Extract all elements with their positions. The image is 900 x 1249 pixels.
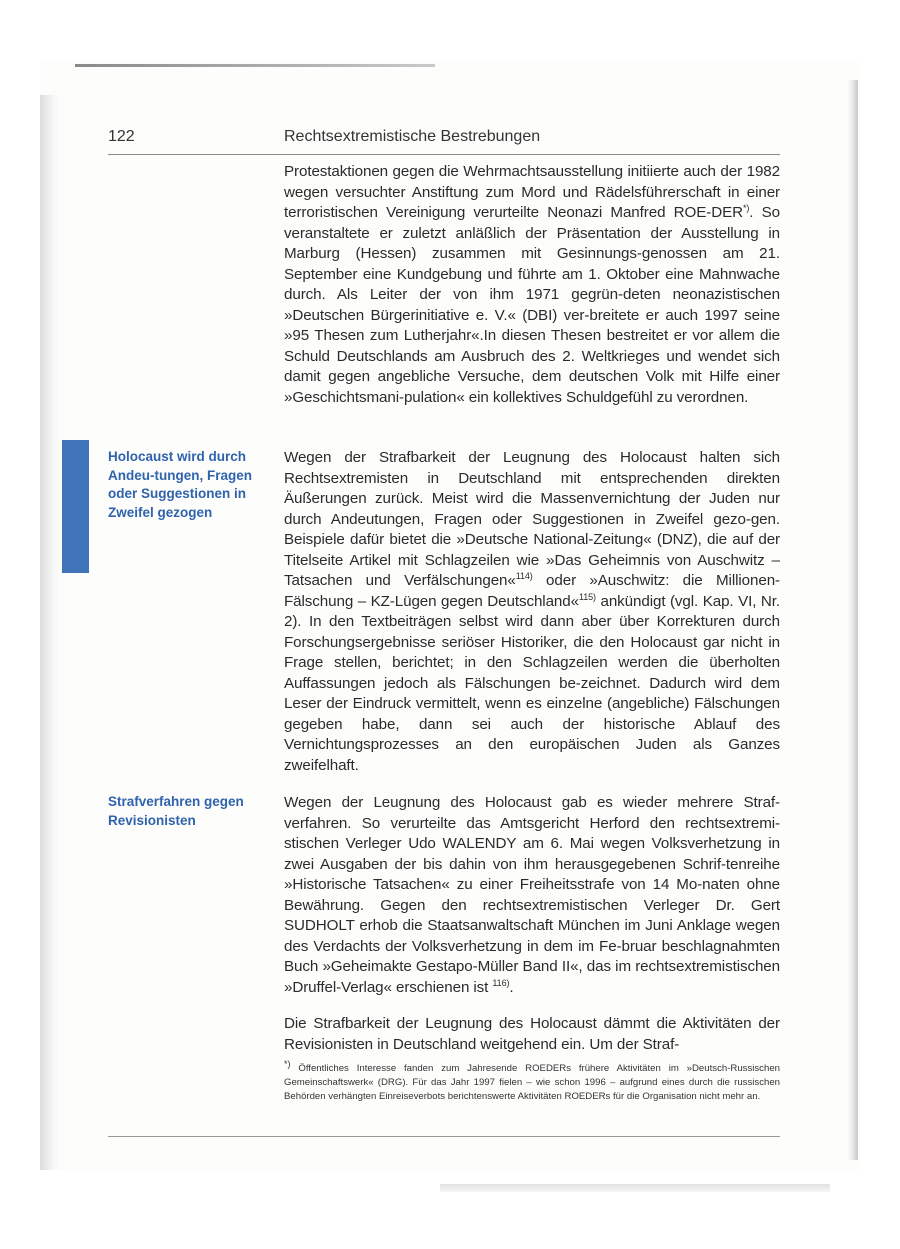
scan-shadow-left: [40, 95, 60, 1170]
margin-note-strafverfahren: Strafverfahren gegen Revisionisten: [108, 794, 244, 828]
footnote-ref-116: 116): [492, 977, 510, 988]
section-marker-bar: [62, 440, 89, 573]
paragraph-3-text-end: .: [509, 978, 514, 996]
footnote-ref-115: 115): [578, 591, 596, 602]
paragraph-4-text: Die Strafbarkeit der Leugnung des Holocaust dämmt die Aktivitäten der Revisionisten in Deutschland weitgehend ein. Um der Straf-: [284, 1015, 780, 1053]
paragraph-2-part-1: Wegen der Strafbarkeit der Leugnung des Holocaust halten sich Rechtsextremisten in Deutschland mit entsprechenden direkten Äußerungen zurück. Meist wird die Massenvernichtung der Juden nur durch Andeutungen, Fragen oder Suggestionen in Zweifel gezo-gen. Beispiele dafür bietet die »Deutsche National-Zeitung« (DNZ), die auf der Titelseite Artikel mit Schlagzeilen wie »Das Geheimnis von Auschwitz – Tatsachen und Verfälschungen«: [284, 449, 780, 589]
paragraph-1-text: Protestaktionen gegen die Wehrmachtsausstellung initiierte auch der 1982 wegen versuchter Anstiftung zum Mord und Rädelsführerschaft in einer terroristischen Vereinigung verurteilte Neonazi Manfred ROE-DER: [284, 163, 780, 221]
paragraph-3: [284, 793, 780, 998]
running-title: Rechtsextremistische Bestrebungen: [284, 128, 541, 145]
paragraph-4: [284, 1014, 780, 1055]
paragraph-2-part-2: oder »Auschwitz: die Millionen-Fälschung – KZ-Lügen gegen Deutschland«: [284, 572, 780, 610]
footnote-ref-star: *): [742, 202, 750, 213]
paragraph-1: [284, 162, 780, 408]
footnote: [284, 1058, 780, 1103]
paragraph-3-text: Wegen der Leugnung des Holocaust gab es wieder mehrere Straf-verfahren. So verurteilte das Amtsgericht Herford den rechtsextremi-stischen Verleger Udo WALENDY am 6. Mai wegen Volksverhetzung in zwei Ausgaben der bis dahin von ihm herausgegebenen Schrif-tenreihe »Historische Tatsachen« zu einer Freiheitsstrafe von 14 Mo-naten ohne Bewährung. Gegen den rechtsextremistischen Verleger Dr. Gert SUDHOLT erhob die Staatsanwaltschaft München im Juni Anklage wegen des Verdachts der Volksverhetzung in dem im Fe-bruar beschlagnahmten Buch »Geheimakte Gestapo-Müller Band II«, das im rechtsextremistischen »Druffel-Verlag« erschienen ist: [284, 794, 780, 996]
scan-shadow-bottom: [440, 1184, 830, 1192]
top-edge-rule: [75, 64, 435, 67]
margin-note-holocaust: Holocaust wird durch Andeu-tungen, Fragen oder Suggestionen in Zweifel gezogen: [108, 449, 252, 520]
footnote-ref-114: 114): [515, 570, 533, 581]
footer-rule: [108, 1136, 780, 1137]
footnote-marker: *): [284, 1058, 291, 1069]
paragraph-2-part-3: ankündigt (vgl. Kap. VI, Nr. 2). In den Textbeiträgen selbst wird dann aber über Korrekturen durch Forschungsergebnisse seriöser Historiker, die den Holocaust gar nicht in Frage stellen, berichtet; in den Schlagzeilen werden die überholten Auffassungen jedoch als Fälschungen be-zeichnet. Dadurch wird dem Leser der Eindruck vermittelt, wenn es einzelne (angebliche) Fälschungen gegeben habe, dann sei auch der historische Ablauf des Vernichtungsprozesses an den europäischen Juden als Ganzes zweifelhaft.: [284, 592, 780, 774]
page-number: 122: [108, 128, 135, 145]
scan-shadow-right: [848, 80, 858, 1160]
paragraph-1-text-cont: . So veranstaltete er zuletzt anläßlich der Präsentation der Ausstellung in Marburg (Hessen) zusammen mit Gesinnungs-genossen am 21. September eine Kundgebung und führte am 1. Oktober eine Mahnwache durch. Als Leiter der von ihm 1971 gegrün-deten neonazistischen »Deutschen Bürgerinitiative e. V.« (DBI) ver-breitete er auch 1997 seine »95 Thesen zum Lutherjahr«.In diesen Thesen bestreitet er vor allem die Schuld Deutschlands am Ausbruch des 2. Weltkrieges und wendet sich damit gegen angebliche Versuche, dem deutschen Volk mit Hilfe einer »Geschichtsmani-pulation« ein kollektives Schuldgefühl zu verordnen.: [284, 204, 780, 406]
footnote-text: Öffentliches Interesse fanden zum Jahresende ROEDERs frühere Aktivitäten im »Deutsch-Russischen Gemeinschaftswerk« (DRG). Für das Jahr 1997 fielen – wie schon 1996 – aufgrund eines durch die russischen Behörden verhängten Einreiseverbots berichtenswerte Aktivitäten ROEDERs für die Organisation nicht mehr an.: [284, 1063, 780, 1102]
header-rule: [108, 154, 780, 155]
paragraph-2: [284, 448, 780, 776]
